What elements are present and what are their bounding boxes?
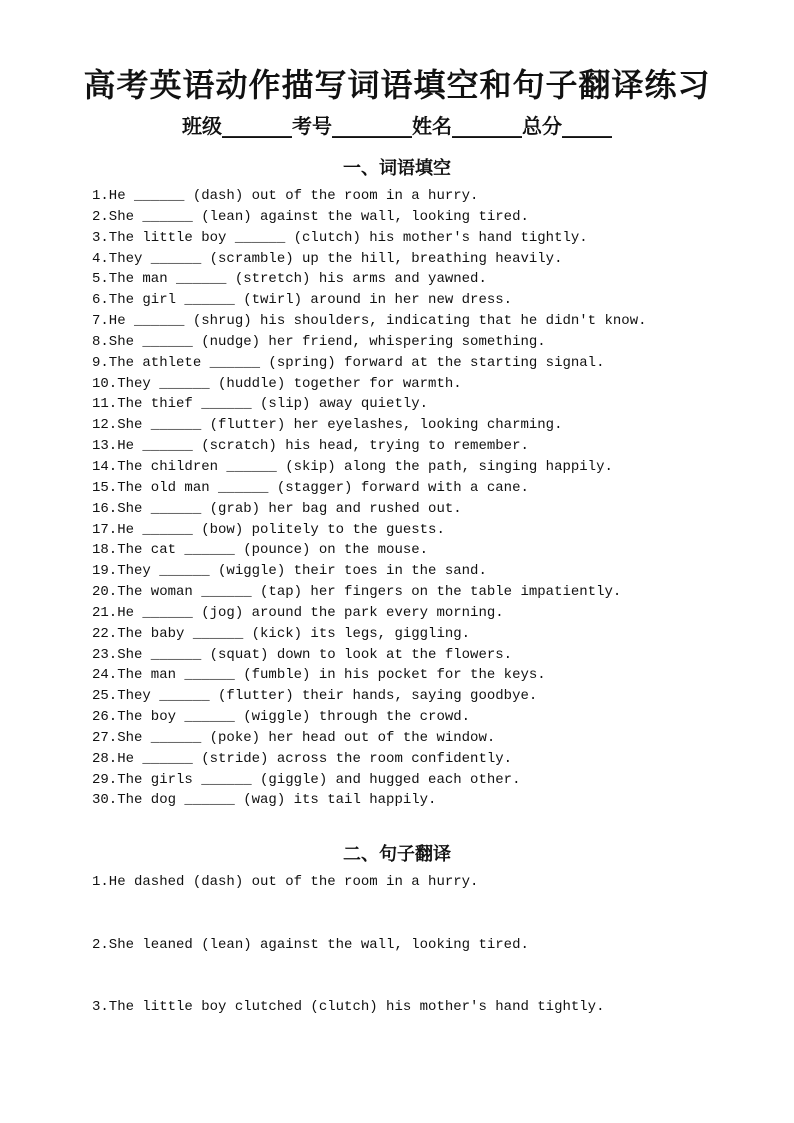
question-item: 12.She ______ (flutter) her eyelashes, looking charming. [92,417,563,434]
question-item: 29.The girls ______ (giggle) and hugged each other. [92,771,521,788]
question-item: 14.The children ______ (skip) along the path, singing happily. [92,458,613,475]
question-item: 21.He ______ (jog) around the park every morning. [92,604,504,621]
question-item: 3.The little boy clutched (clutch) his mother's hand tightly. [92,999,605,1015]
question-item: 4.They ______ (scramble) up the hill, breathing heavily. [92,250,563,267]
question-item: 20.The woman ______ (tap) her fingers on the table impatiently. [92,584,622,601]
question-item: 24.The man ______ (fumble) in his pocket for the keys. [92,667,546,684]
question-item: 3.The little boy ______ (clutch) his mother's hand tightly. [92,229,588,246]
question-item: 25.They ______ (flutter) their hands, saying goodbye. [92,688,538,705]
question-item: 26.The boy ______ (wiggle) through the crowd. [92,709,471,726]
question-item: 1.He dashed (dash) out of the room in a hurry. [92,874,479,890]
translation-question-list [92,872,604,1060]
question-item: 11.The thief ______ (slip) away quietly. [92,396,429,413]
question-item: 27.She ______ (poke) her head out of the window. [92,729,496,746]
question-item: 18.The cat ______ (pounce) on the mouse. [92,542,429,559]
question-item: 15.The old man ______ (stagger) forward with a cane. [92,479,529,496]
section-fill-in-title: 一、词语填空 [343,158,451,179]
fill-in-question-list [92,186,647,811]
question-item: 9.The athlete ______ (spring) forward at the starting signal. [92,354,605,371]
question-item: 28.He ______ (stride) across the room confidently. [92,750,513,767]
question-item: 19.They ______ (wiggle) their toes in the sand. [92,563,487,580]
question-item: 22.The baby ______ (kick) its legs, giggling. [92,625,471,642]
page-title: 高考英语动作描写词语填空和句子翻译练习 [83,66,711,104]
question-item: 17.He ______ (bow) politely to the guests. [92,521,445,538]
question-item: 2.She leaned (lean) against the wall, looking tired. [92,936,529,953]
question-item: 8.She ______ (nudge) her friend, whispering something. [92,333,546,350]
question-item: 16.She ______ (grab) her bag and rushed out. [92,500,462,517]
question-item: 6.The girl ______ (twirl) around in her new dress. [92,292,513,309]
question-item: 7.He ______ (shrug) his shoulders, indicating that he didn't know. [92,313,647,330]
question-item: 30.The dog ______ (wag) its tail happily. [92,792,437,809]
student-info-line: 班级_______考号________姓名_______总分_____ [182,114,612,138]
question-item: 1.He ______ (dash) out of the room in a hurry. [92,188,479,204]
question-item: 2.She ______ (lean) against the wall, looking tired. [92,208,529,225]
question-item: 5.The man ______ (stretch) his arms and yawned. [92,271,487,288]
question-item: 13.He ______ (scratch) his head, trying to remember. [92,438,529,455]
question-item: 10.They ______ (huddle) together for warmth. [92,375,462,392]
question-item: 23.She ______ (squat) down to look at the flowers. [92,646,513,663]
section-translation-title: 二、句子翻译 [343,844,451,865]
